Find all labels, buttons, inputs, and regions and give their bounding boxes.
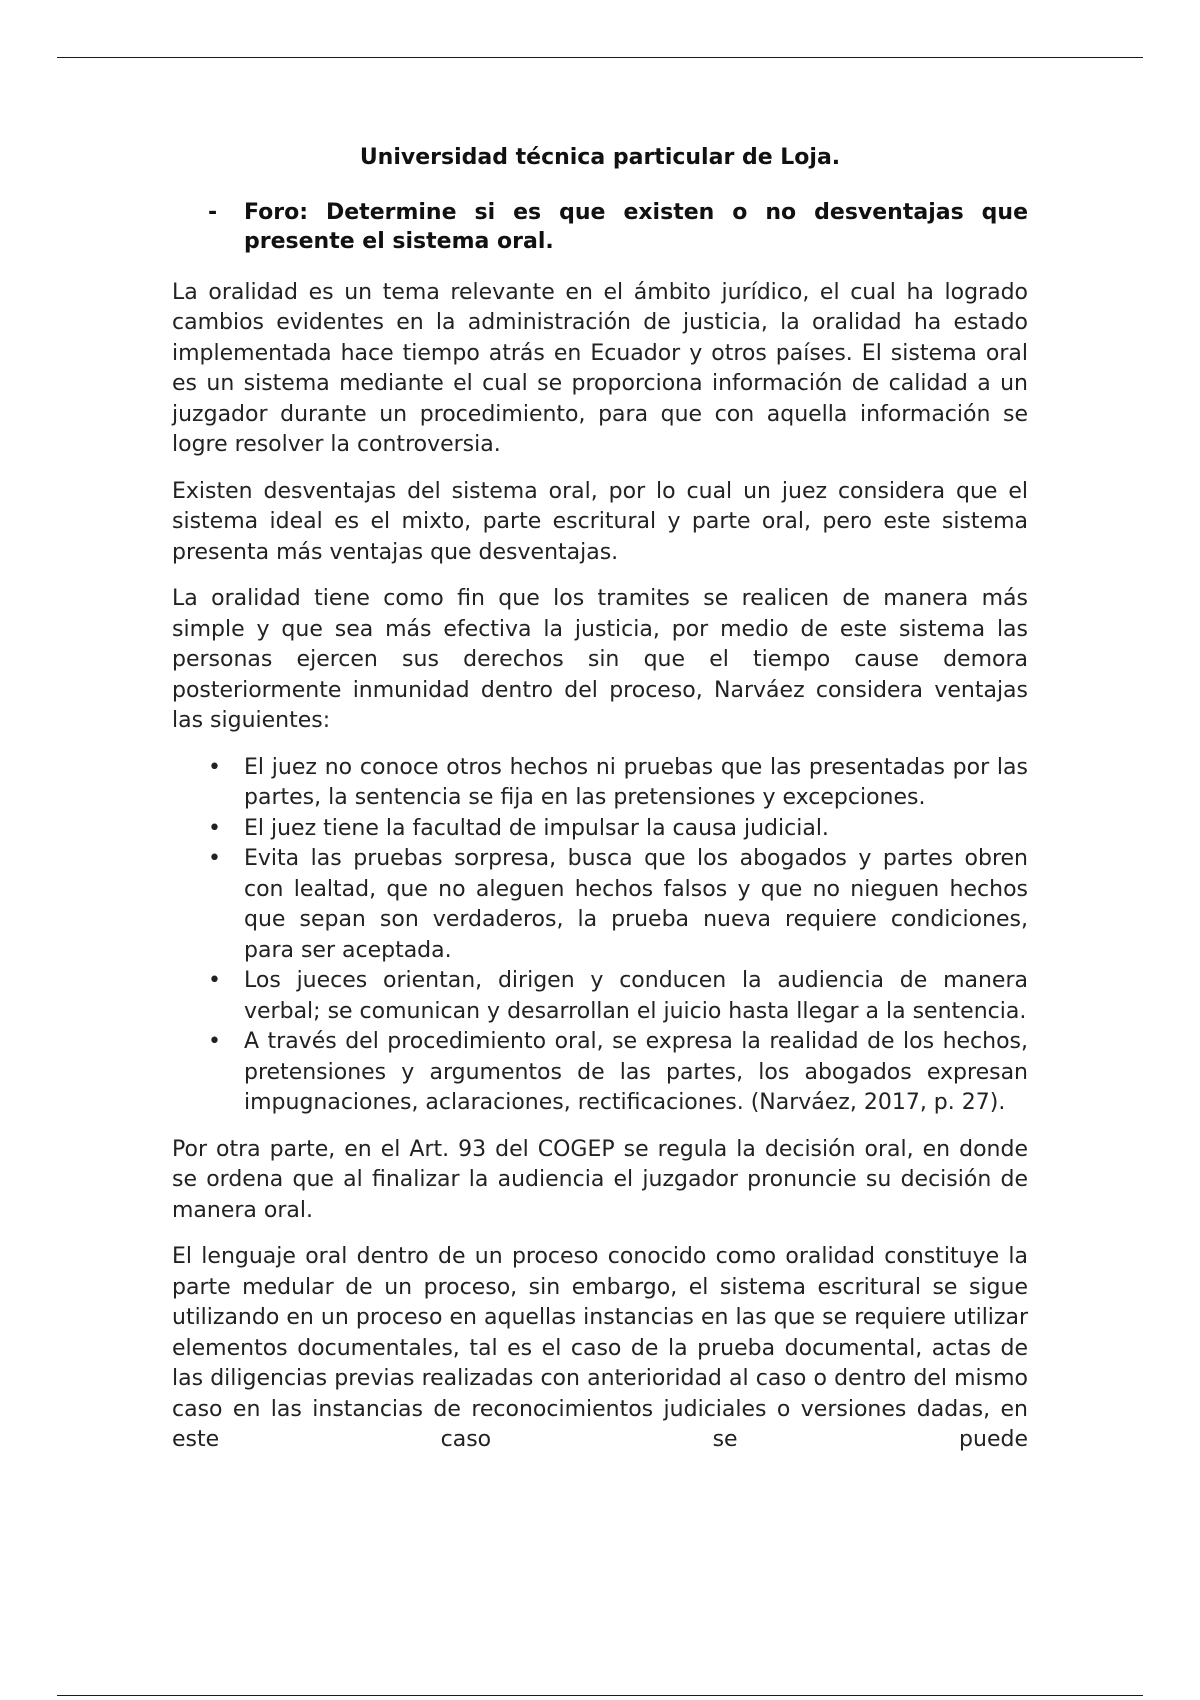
list-item-text: El juez no conoce otros hechos ni pruebas que las presentadas por las partes, la sentencia se fija en las pretensiones y excepciones. bbox=[244, 754, 1028, 810]
document-title: Universidad técnica particular de Loja. bbox=[359, 145, 841, 170]
document-page bbox=[172, 143, 1028, 1472]
forum-prompt-text: Foro: Determine si es que existen o no desventajas que presente el sistema oral. bbox=[244, 199, 1028, 254]
advantages-list bbox=[172, 753, 1028, 1119]
bullet-marker: • bbox=[208, 968, 221, 993]
bullet-marker: • bbox=[208, 815, 221, 841]
list-item bbox=[172, 814, 1028, 845]
list-item bbox=[172, 966, 1028, 1027]
footer-rule bbox=[57, 1695, 1143, 1696]
bullet-marker: • bbox=[208, 846, 221, 871]
forum-prompt bbox=[172, 198, 1028, 256]
paragraph: La oralidad es un tema relevante en el ámbito jurídico, el cual ha logrado cambios evidentes en la administración de justicia, la oralidad ha estado implementada hace tiempo atrás en Ecuador y otros países. El sistema oral es un sistema mediante el cual se proporciona información de calidad a un juzgador durante un procedimiento, para que con aquella información se logre resolver la controversia. bbox=[172, 279, 1028, 457]
list-item-text: Los jueces orientan, dirigen y conducen la audiencia de manera verbal; se comunican y desarrollan el juicio hasta llegar a la sentencia. bbox=[244, 968, 1028, 1024]
paragraph: Por otra parte, en el Art. 93 del COGEP se regula la decisión oral, en donde se ordena que al finalizar la audiencia el juzgador pronuncie su decisión de manera oral. bbox=[172, 1136, 1028, 1223]
bullet-marker: • bbox=[208, 754, 221, 780]
list-item bbox=[172, 844, 1028, 966]
list-item bbox=[172, 753, 1028, 814]
dash-marker: - bbox=[208, 199, 218, 225]
paragraph: Existen desventajas del sistema oral, por lo cual un juez considera que el sistema ideal es el mixto, parte escritural y parte oral, pero este sistema presenta más ventajas que desventajas. bbox=[172, 478, 1028, 565]
bullet-marker: • bbox=[208, 1029, 221, 1054]
header-rule bbox=[57, 57, 1143, 58]
paragraph: El lenguaje oral dentro de un proceso conocido como oralidad constituye la parte medular de un proceso, sin embargo, el sistema escritural se sigue utilizando en un proceso en aquellas instancias en las que se requiere utilizar elementos documentales, tal es el caso de la prueba documental, actas de las diligencias previas realizadas con anterioridad al caso o dentro del mismo caso en las instancias de reconocimientos judiciales o versiones dadas, en este caso se puede bbox=[172, 1244, 1028, 1452]
paragraph: La oralidad tiene como fin que los tramites se realicen de manera más simple y que sea más efectiva la justicia, por medio de este sistema las personas ejercen sus derechos sin que el tiempo cause demora posteriormente inmunidad dentro del proceso, Narváez considera ventajas las siguientes: bbox=[172, 586, 1028, 733]
list-item-text: A través del procedimiento oral, se expresa la realidad de los hechos, pretensiones y argumentos de las partes, los abogados expresan impugnaciones, aclaraciones, rectificaciones. (Narváez, 2017, p. 27). bbox=[244, 1029, 1028, 1115]
list-item-text: El juez tiene la facultad de impulsar la causa judicial. bbox=[244, 815, 829, 841]
list-item bbox=[172, 1027, 1028, 1119]
list-item-text: Evita las pruebas sorpresa, busca que los abogados y partes obren con lealtad, que no aleguen hechos falsos y que no nieguen hechos que sepan son verdaderos, la prueba nueva requiere condiciones, para ser aceptada. bbox=[244, 846, 1028, 963]
